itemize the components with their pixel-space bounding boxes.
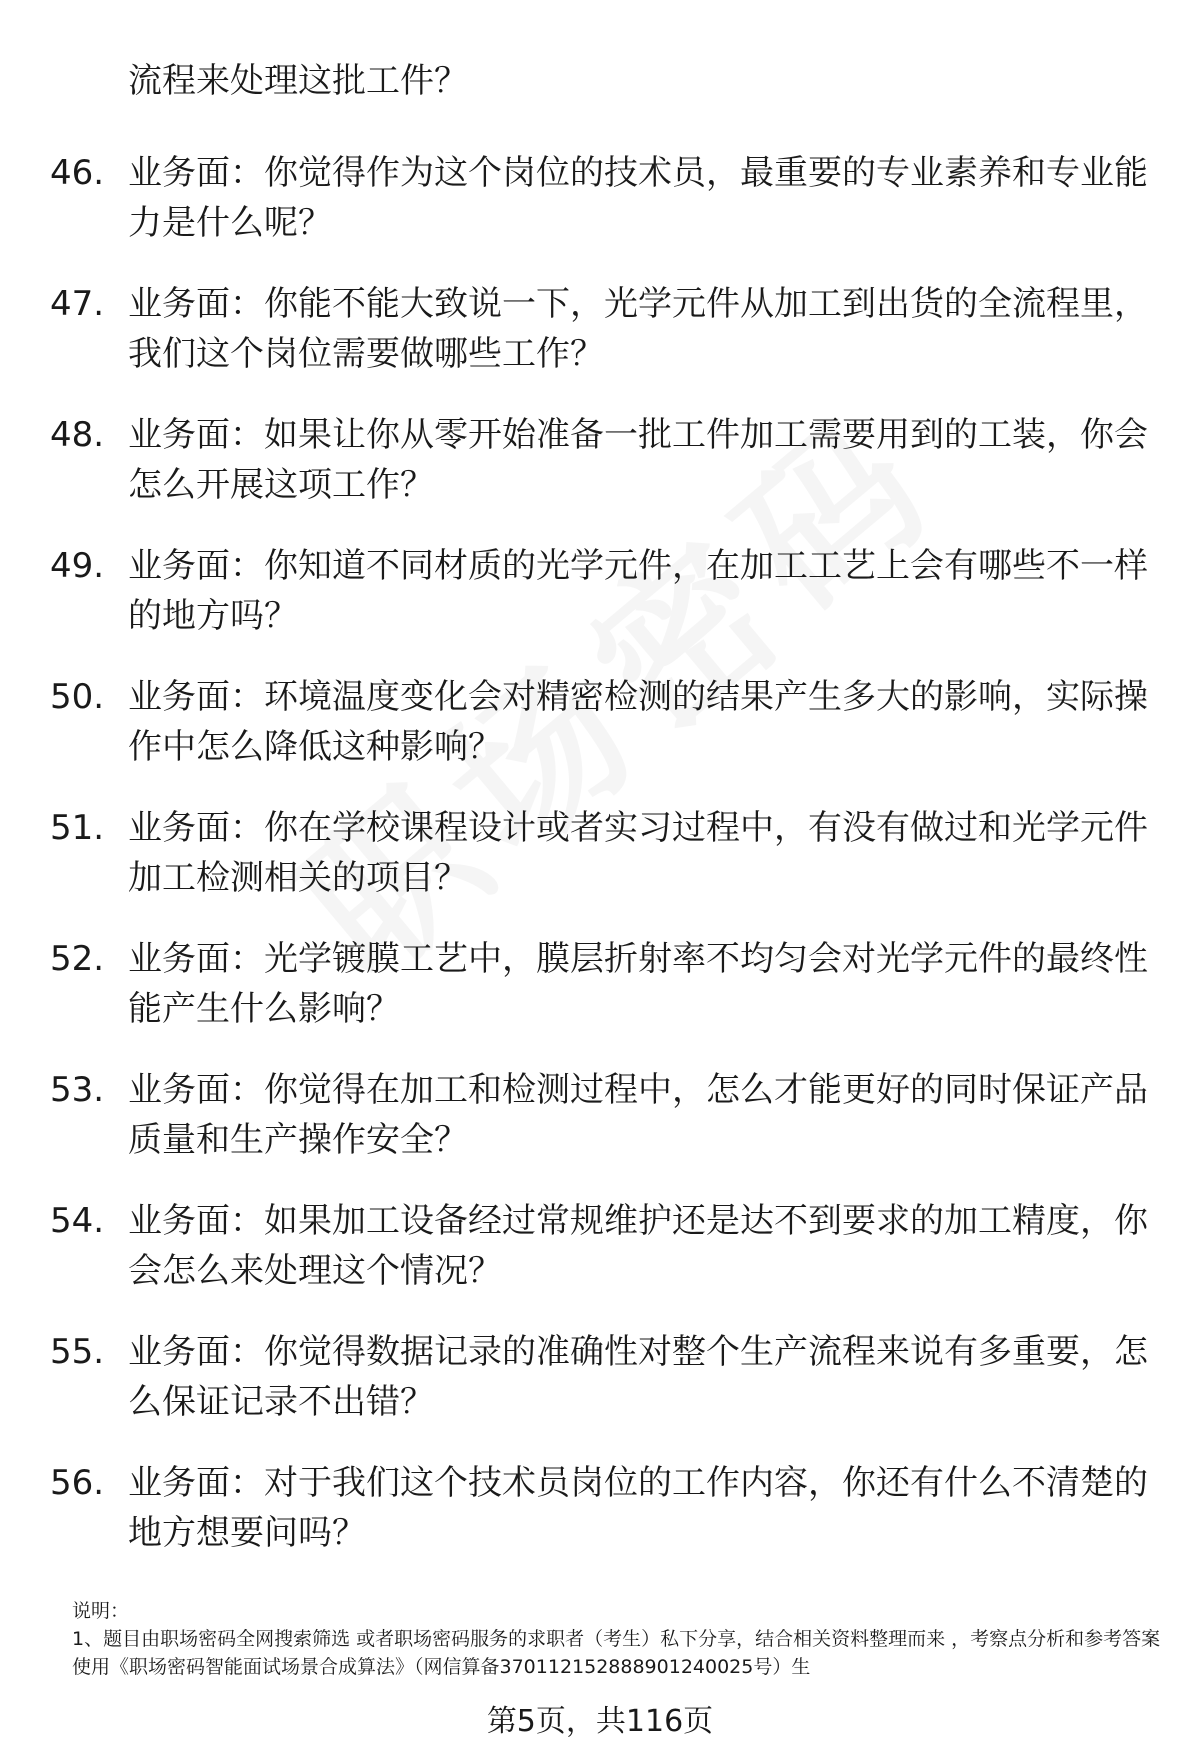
- continued-question-text: 流程来处理这批工件？: [128, 61, 468, 101]
- notes-heading: 说明：: [72, 1600, 130, 1622]
- notes-section: [72, 1597, 1162, 1681]
- question-number: 56.: [50, 1463, 105, 1503]
- notes-line: 1、题目由职场密码全网搜索筛选 或者职场密码服务的求职者（考生）私下分享，结合相关资料整理而来 ，考察点分析和参考答案使用《职场密码智能面试场景合成算法》（网信算备370112152888901240025号）生: [72, 1628, 1161, 1678]
- page-footer: 第5页，共116页: [486, 1704, 714, 1739]
- question-number: 55.: [50, 1332, 105, 1372]
- question-text: 业务面：对于我们这个技术员岗位的工作内容，你还有什么不清楚的地方想要问吗？: [128, 1463, 1148, 1553]
- question-text: 业务面：你觉得作为这个岗位的技术员，最重要的专业素养和专业能力是什么呢？: [128, 153, 1148, 243]
- question-number: 46.: [50, 153, 105, 193]
- question-text: 业务面：如果加工设备经过常规维护还是达不到要求的加工精度，你会怎么来处理这个情况？: [128, 1201, 1148, 1291]
- question-number: 53.: [50, 1070, 105, 1110]
- question-text: 业务面：你能不能大致说一下，光学元件从加工到出货的全流程里，我们这个岗位需要做哪些工作？: [128, 284, 1148, 374]
- question-item: [0, 279, 1200, 410]
- question-number: 54.: [50, 1201, 105, 1241]
- question-number: 51.: [50, 808, 105, 848]
- question-item: [0, 410, 1200, 541]
- question-text: 业务面：你在学校课程设计或者实习过程中，有没有做过和光学元件加工检测相关的项目？: [128, 808, 1148, 898]
- question-number: 50.: [50, 677, 105, 717]
- question-list: [0, 148, 1200, 1589]
- question-item: [0, 803, 1200, 934]
- question-item: [0, 1458, 1200, 1589]
- question-number: 49.: [50, 546, 105, 586]
- question-item: [0, 672, 1200, 803]
- question-item: [0, 1065, 1200, 1196]
- question-item: [0, 541, 1200, 672]
- question-text: 业务面：你觉得在加工和检测过程中，怎么才能更好的同时保证产品质量和生产操作安全？: [128, 1070, 1148, 1160]
- question-item: [0, 148, 1200, 279]
- question-item: [0, 1327, 1200, 1458]
- question-number: 48.: [50, 415, 105, 455]
- question-text: 业务面：光学镀膜工艺中，膜层折射率不均匀会对光学元件的最终性能产生什么影响？: [128, 939, 1148, 1029]
- question-item: [0, 934, 1200, 1065]
- question-number: 47.: [50, 284, 105, 324]
- question-number: 52.: [50, 939, 105, 979]
- question-text: 业务面：你知道不同材质的光学元件，在加工工艺上会有哪些不一样的地方吗？: [128, 546, 1148, 636]
- question-item: [0, 1196, 1200, 1327]
- question-text: 业务面：你觉得数据记录的准确性对整个生产流程来说有多重要，怎么保证记录不出错？: [128, 1332, 1148, 1422]
- question-text: 业务面：如果让你从零开始准备一批工件加工需要用到的工装，你会怎么开展这项工作？: [128, 415, 1148, 505]
- question-text: 业务面：环境温度变化会对精密检测的结果产生多大的影响，实际操作中怎么降低这种影响？: [128, 677, 1148, 767]
